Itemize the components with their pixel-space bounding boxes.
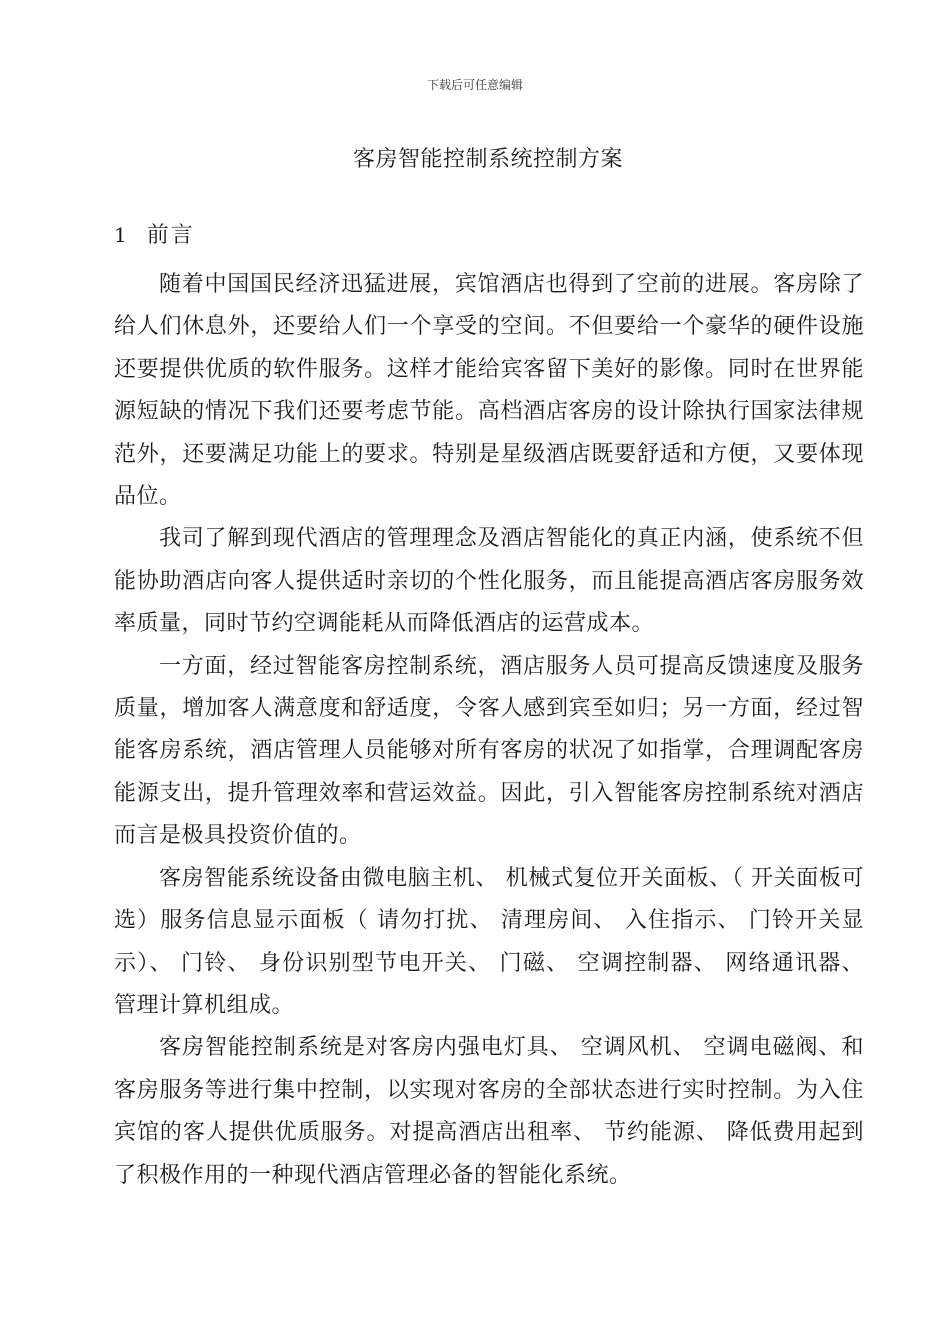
section-heading [114,218,195,249]
paragraph: 随着中国国民经济迅猛进展，宾馆酒店也得到了空前的进展。客房除了给人们休息外，还要给人们一个享受的空间。不但要给一个豪华的硬件设施还要提供优质的软件服务。这样才能给宾客留下美好的影像。同时在世界能源短缺的情况下我们还要考虑节能。高档酒店客房的设计除执行国家法律规范外，还要满足功能上的要求。特别是星级酒店既要舒适和方便，又要体现品位。 [114,272,864,510]
paragraph: 一方面，经过智能客房控制系统，酒店服务人员可提高反馈速度及服务质量，增加客人满意度和舒适度，令客人感到宾至如归；另一方面，经过智能客房系统，酒店管理人员能够对所有客房的状况了如指掌，合理调配客房能源支出，提升管理效率和营运效益。因此，引入智能客房控制系统对酒店而言是极具投资价值的。 [114,653,864,849]
paragraph: 我司了解到现代酒店的管理理念及酒店智能化的真正内涵，使系统不但能协助酒店向客人提供适时亲切的个性化服务，而且能提高酒店客房服务效率质量，同时节约空调能耗从而降低酒店的运营成本。 [114,526,864,637]
paragraph: 客房智能控制系统是对客房内强电灯具、 空调风机、 空调电磁阀、和客房服务等进行集中控制，以实现对客房的全部状态进行实时控制。为入住宾馆的客人提供优质服务。对提高酒店出租率、 节约能源、 降低费用起到了积极作用的一种现代酒店管理必备的智能化系统。 [114,1035,864,1188]
body-text [114,264,864,1197]
page-header-note: 下载后可任意编辑 [426,78,523,92]
document-title: 客房智能控制系统控制方案 [352,147,623,172]
section-title: 前言 [146,223,195,248]
section-number: 1 [114,223,127,247]
paragraph: 客房智能系统设备由微电脑主机、 机械式复位开关面板、（ 开关面板可选）服务信息显示面板（ 请勿打扰、 清理房间、 入住指示、 门铃开关显示）、 门铃、 身份识别型节电开关、 门磁、 空调控制器、 网络通讯器、 管理计算机组成。 [114,865,864,1018]
